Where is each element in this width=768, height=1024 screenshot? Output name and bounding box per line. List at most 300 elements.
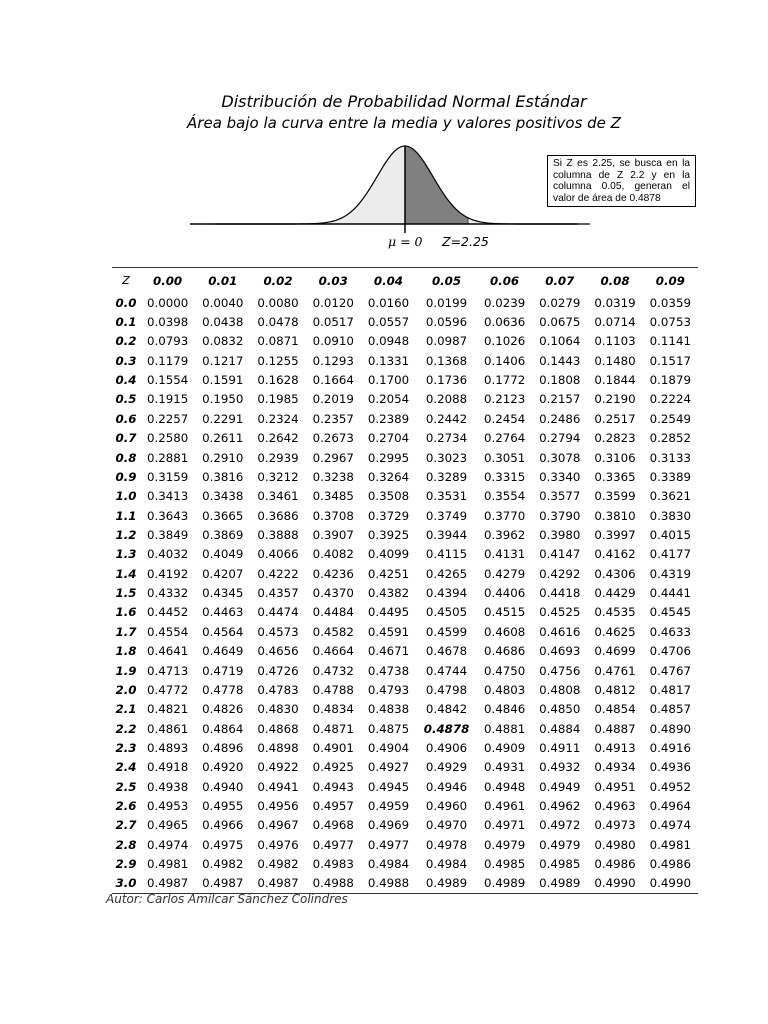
area-cell: 0.4961 (483, 799, 526, 814)
area-cell: 0.4969 (367, 818, 410, 833)
area-cell: 0.4525 (539, 605, 581, 620)
area-cell: 0.0239 (483, 295, 526, 310)
area-cell: 0.1217 (202, 353, 244, 368)
area-cell: 0.3238 (312, 469, 354, 484)
area-cell: 0.0438 (202, 315, 244, 330)
table-row (112, 835, 698, 854)
area-cell: 0.2123 (483, 392, 526, 407)
area-cell: 0.4554 (146, 624, 189, 639)
area-cell: 0.3365 (594, 469, 636, 484)
area-cell: 0.4699 (594, 644, 636, 659)
area-cell: 0.4808 (539, 682, 581, 697)
area-cell: 0.2910 (202, 450, 244, 465)
area-cell: 0.4236 (312, 566, 354, 581)
z-value-cell: 1.2 (115, 527, 137, 542)
area-cell: 0.0478 (257, 315, 299, 330)
area-cell: 0.0040 (202, 295, 244, 310)
area-cell: 0.4664 (312, 644, 354, 659)
area-cell: 0.4821 (146, 702, 189, 717)
area-cell: 0.3264 (367, 469, 410, 484)
area-cell: 0.2939 (257, 450, 299, 465)
area-cell: 0.2442 (425, 411, 468, 426)
area-cell: 0.1293 (312, 353, 354, 368)
area-cell: 0.0910 (312, 334, 354, 349)
area-cell: 0.2967 (312, 450, 354, 465)
z-value-cell: 1.9 (115, 663, 137, 678)
area-cell: 0.4990 (587, 874, 642, 894)
left-tail-area (215, 146, 405, 224)
z-value-cell: 1.0 (115, 489, 137, 504)
area-cell: 0.4986 (594, 857, 636, 872)
z-value-label: Z=2.25 (442, 234, 489, 249)
column-header: 0.07 (532, 268, 587, 294)
table-row (112, 641, 698, 660)
area-cell: 0.3997 (594, 527, 636, 542)
area-cell: 0.4871 (312, 721, 354, 736)
area-cell: 0.4936 (649, 760, 691, 775)
area-cell: 0.4854 (594, 702, 636, 717)
area-cell: 0.1772 (483, 373, 526, 388)
area-cell: 0.4934 (594, 760, 636, 775)
area-cell: 0.4798 (425, 682, 468, 697)
area-cell: 0.4671 (367, 644, 410, 659)
area-cell: 0.4641 (146, 644, 189, 659)
table-row (112, 680, 698, 699)
area-cell: 0.4783 (257, 682, 299, 697)
area-cell: 0.2054 (367, 392, 410, 407)
area-cell: 0.4830 (257, 702, 299, 717)
area-cell: 0.3289 (425, 469, 468, 484)
area-cell: 0.2088 (425, 392, 468, 407)
area-cell: 0.4881 (483, 721, 526, 736)
area-cell: 0.4535 (594, 605, 636, 620)
area-cell: 0.2517 (594, 411, 636, 426)
area-cell: 0.4952 (649, 779, 691, 794)
area-cell: 0.4985 (539, 857, 581, 872)
area-cell: 0.4545 (649, 605, 691, 620)
area-cell: 0.4633 (649, 624, 691, 639)
area-cell: 0.4418 (539, 586, 581, 601)
area-cell: 0.4987 (250, 874, 305, 894)
area-cell: 0.0000 (146, 295, 189, 310)
area-cell: 0.1664 (312, 373, 354, 388)
area-cell: 0.4989 (416, 874, 477, 894)
area-cell: 0.3980 (539, 527, 581, 542)
area-cell: 0.2734 (425, 431, 468, 446)
area-cell: 0.4982 (202, 857, 244, 872)
area-cell: 0.2611 (202, 431, 244, 446)
area-cell: 0.0398 (146, 315, 189, 330)
area-cell: 0.4778 (202, 682, 244, 697)
area-cell: 0.4032 (146, 547, 189, 562)
table-row (112, 467, 698, 486)
column-header: 0.09 (643, 268, 698, 294)
area-cell: 0.3686 (257, 508, 299, 523)
area-cell: 0.4982 (257, 857, 299, 872)
z-value-cell: 1.8 (115, 644, 137, 659)
area-cell: 0.4979 (539, 837, 581, 852)
area-cell: 0.0120 (312, 295, 354, 310)
area-cell: 0.4918 (146, 760, 189, 775)
area-cell: 0.3554 (483, 489, 526, 504)
area-cell: 0.4913 (594, 740, 636, 755)
area-cell: 0.1554 (146, 373, 189, 388)
area-cell: 0.4608 (483, 624, 526, 639)
area-cell: 0.4332 (146, 586, 189, 601)
area-cell: 0.4957 (312, 799, 354, 814)
column-header: 0.03 (306, 268, 361, 294)
z-value-cell: 0.2 (115, 334, 137, 349)
area-cell: 0.0832 (202, 334, 244, 349)
area-cell: 0.4251 (367, 566, 410, 581)
area-cell: 0.4920 (202, 760, 244, 775)
area-cell: 0.4649 (202, 644, 244, 659)
area-cell: 0.4956 (257, 799, 299, 814)
area-cell: 0.0279 (539, 295, 581, 310)
area-cell: 0.4979 (483, 837, 526, 852)
area-cell: 0.4732 (312, 663, 354, 678)
area-cell: 0.3133 (649, 450, 691, 465)
z-value-cell: 0.1 (115, 315, 137, 330)
area-cell: 0.4713 (146, 663, 189, 678)
table-row (112, 506, 698, 525)
area-cell: 0.4945 (367, 779, 410, 794)
area-cell: 0.1064 (539, 334, 581, 349)
area-cell: 0.4868 (257, 721, 299, 736)
table-row (112, 351, 698, 370)
explanation-note: Si Z es 2.25, se busca en la columna de Z 2.2 y en la columna 0.05, generan el valor de área de 0.4878 (547, 155, 696, 207)
z-value-cell: 1.7 (115, 624, 137, 639)
area-cell: 0.3340 (539, 469, 581, 484)
table-row (112, 816, 698, 835)
area-cell: 0.1331 (367, 353, 410, 368)
area-cell: 0.4976 (257, 837, 299, 852)
area-cell: 0.1844 (594, 373, 636, 388)
area-cell: 0.4965 (146, 818, 189, 833)
table-header-row (112, 268, 698, 294)
area-cell: 0.4495 (367, 605, 410, 620)
area-cell: 0.3159 (146, 469, 189, 484)
z-value-cell: 0.6 (115, 411, 137, 426)
area-cell: 0.4147 (539, 547, 581, 562)
area-cell: 0.4984 (425, 857, 468, 872)
area-cell: 0.0793 (146, 334, 189, 349)
area-cell: 0.4970 (425, 818, 468, 833)
z-value-cell: 2.3 (115, 740, 137, 755)
area-cell: 0.4968 (312, 818, 354, 833)
column-header: 0.00 (140, 268, 195, 294)
area-cell: 0.1406 (483, 353, 526, 368)
area-cell: 0.4929 (425, 760, 468, 775)
area-cell: 0.3531 (425, 489, 468, 504)
table-row (112, 448, 698, 467)
area-cell: 0.4719 (202, 663, 244, 678)
table-row (112, 854, 698, 873)
table-row (112, 622, 698, 641)
column-header: 0.08 (587, 268, 642, 294)
area-cell: 0.4656 (257, 644, 299, 659)
area-cell: 0.4678 (425, 644, 468, 659)
table-row (112, 545, 698, 564)
table-row (112, 603, 698, 622)
area-cell: 0.2995 (367, 450, 410, 465)
area-cell: 0.4744 (425, 663, 468, 678)
area-cell: 0.4974 (649, 818, 691, 833)
area-cell: 0.2794 (539, 431, 581, 446)
z-value-cell: 2.5 (115, 779, 137, 794)
area-cell: 0.4738 (367, 663, 410, 678)
area-cell: 0.3051 (483, 450, 526, 465)
area-cell: 0.4953 (146, 799, 189, 814)
area-cell: 0.4345 (202, 586, 244, 601)
area-cell: 0.4922 (257, 760, 299, 775)
column-header: 0.01 (195, 268, 250, 294)
area-cell: 0.4890 (649, 721, 691, 736)
area-cell: 0.1915 (146, 392, 189, 407)
area-cell: 0.4938 (146, 779, 189, 794)
z-table (112, 267, 698, 894)
z-value-cell: 1.1 (115, 508, 137, 523)
area-cell: 0.4971 (483, 818, 526, 833)
table-row (112, 874, 698, 894)
area-cell: 0.4864 (202, 721, 244, 736)
area-cell: 0.3962 (483, 527, 526, 542)
area-cell: 0.0199 (425, 295, 468, 310)
area-cell: 0.3621 (649, 489, 691, 504)
area-cell: 0.4972 (539, 818, 581, 833)
area-cell: 0.3749 (425, 508, 468, 523)
area-cell: 0.2324 (257, 411, 299, 426)
area-cell: 0.3708 (312, 508, 354, 523)
area-cell: 0.4625 (594, 624, 636, 639)
area-cell: 0.2019 (312, 392, 354, 407)
z-value-cell: 1.6 (115, 605, 137, 620)
area-cell: 0.1179 (146, 353, 189, 368)
area-cell: 0.4406 (483, 586, 526, 601)
area-cell: 0.2190 (594, 392, 636, 407)
area-cell: 0.4826 (202, 702, 244, 717)
mean-label: μ = 0 (388, 234, 423, 249)
area-cell: 0.4955 (202, 799, 244, 814)
page-title: Distribución de Probabilidad Normal Estándar (221, 92, 587, 111)
area-cell: 0.4909 (483, 740, 526, 755)
area-cell: 0.4977 (312, 837, 354, 852)
area-cell: 0.3389 (649, 469, 691, 484)
area-cell: 0.4981 (649, 837, 691, 852)
area-cell: 0.1879 (649, 373, 691, 388)
column-header: 0.06 (477, 268, 532, 294)
area-cell: 0.4949 (539, 779, 581, 794)
z-value-cell: 2.1 (115, 702, 137, 717)
area-cell: 0.4986 (649, 857, 691, 872)
area-cell: 0.3438 (202, 489, 244, 504)
area-cell: 0.4932 (539, 760, 581, 775)
area-cell: 0.4463 (202, 605, 244, 620)
area-cell: 0.4980 (594, 837, 636, 852)
area-cell: 0.1443 (539, 353, 581, 368)
normal-curve-figure (190, 140, 590, 235)
author-credit: Autor: Carlos Amílcar Sánchez Colindres (106, 892, 348, 906)
z-value-cell: 0.4 (115, 373, 137, 388)
area-cell: 0.2673 (312, 431, 354, 446)
area-cell: 0.4306 (594, 566, 636, 581)
area-cell: 0.0675 (539, 315, 581, 330)
area-cell: 0.1808 (539, 373, 581, 388)
z-value-cell: 1.5 (115, 586, 137, 601)
area-cell: 0.4515 (483, 605, 526, 620)
area-cell: 0.4838 (367, 702, 410, 717)
area-cell: 0.4265 (425, 566, 468, 581)
area-cell: 0.1368 (425, 353, 468, 368)
area-cell: 0.4850 (539, 702, 581, 717)
area-cell: 0.4066 (257, 547, 299, 562)
area-cell: 0.0753 (649, 315, 691, 330)
area-cell: 0.3212 (257, 469, 299, 484)
area-cell: 0.2257 (146, 411, 189, 426)
area-cell: 0.2764 (483, 431, 526, 446)
area-cell: 0.3665 (202, 508, 244, 523)
area-cell: 0.4904 (367, 740, 410, 755)
area-cell: 0.4505 (425, 605, 468, 620)
area-cell: 0.4582 (312, 624, 354, 639)
area-cell: 0.4767 (649, 663, 691, 678)
area-cell: 0.3770 (483, 508, 526, 523)
area-cell: 0.4222 (257, 566, 299, 581)
area-cell: 0.4893 (146, 740, 189, 755)
z-value-cell: 0.3 (115, 353, 137, 368)
area-cell: 0.4875 (367, 721, 410, 736)
table-row (112, 661, 698, 680)
area-cell: 0.0636 (483, 315, 526, 330)
area-cell: 0.4756 (539, 663, 581, 678)
area-cell: 0.4989 (532, 874, 587, 894)
z-value-cell: 2.2 (115, 721, 137, 736)
area-cell: 0.3830 (649, 508, 691, 523)
z-value-cell: 2.4 (115, 760, 137, 775)
area-cell: 0.4082 (312, 547, 354, 562)
area-cell: 0.2291 (202, 411, 244, 426)
area-cell: 0.1517 (649, 353, 691, 368)
table-row (112, 564, 698, 583)
table-row (112, 525, 698, 544)
area-cell: 0.4812 (594, 682, 636, 697)
area-cell: 0.4941 (257, 779, 299, 794)
area-cell: 0.0319 (594, 295, 636, 310)
table-row (112, 738, 698, 757)
page-subtitle: Área bajo la curva entre la media y valores positivos de Z (187, 114, 621, 132)
area-cell: 0.4599 (425, 624, 468, 639)
table-row (112, 487, 698, 506)
area-cell: 0.2580 (146, 431, 189, 446)
area-cell: 0.3023 (425, 450, 468, 465)
area-cell: 0.4686 (483, 644, 526, 659)
area-cell: 0.2486 (539, 411, 581, 426)
z-value-cell: 2.9 (115, 857, 137, 872)
z-value-cell: 1.3 (115, 547, 137, 562)
table-row (112, 700, 698, 719)
table-row (112, 293, 698, 312)
area-cell: 0.4394 (425, 586, 468, 601)
area-cell: 0.3599 (594, 489, 636, 504)
area-cell: 0.1700 (367, 373, 410, 388)
area-cell: 0.3413 (146, 489, 189, 504)
area-cell: 0.2357 (312, 411, 354, 426)
table-row (112, 583, 698, 602)
z-value-cell: 0.7 (115, 431, 137, 446)
area-cell: 0.4896 (202, 740, 244, 755)
area-cell: 0.4564 (202, 624, 244, 639)
area-cell: 0.4983 (312, 857, 354, 872)
area-cell: 0.4788 (312, 682, 354, 697)
area-cell: 0.3577 (539, 489, 581, 504)
area-cell: 0.4761 (594, 663, 636, 678)
area-cell: 0.3485 (312, 489, 354, 504)
area-cell: 0.1103 (594, 334, 636, 349)
area-cell: 0.1591 (202, 373, 244, 388)
area-cell: 0.0080 (257, 295, 299, 310)
area-cell: 0.3790 (539, 508, 581, 523)
area-cell: 0.2823 (594, 431, 636, 446)
area-cell: 0.2224 (649, 392, 691, 407)
z-value-cell: 0.8 (115, 450, 137, 465)
area-cell: 0.3643 (146, 508, 189, 523)
area-cell: 0.1950 (202, 392, 244, 407)
area-cell: 0.3816 (202, 469, 244, 484)
area-cell: 0.4925 (312, 760, 354, 775)
area-cell: 0.4985 (483, 857, 526, 872)
area-cell: 0.4115 (425, 547, 468, 562)
area-cell: 0.3508 (367, 489, 410, 504)
area-cell: 0.4382 (367, 586, 410, 601)
area-cell: 0.3888 (257, 527, 299, 542)
area-cell: 0.0987 (425, 334, 468, 349)
area-cell: 0.4948 (483, 779, 526, 794)
area-cell: 0.3944 (425, 527, 468, 542)
area-cell: 0.3078 (539, 450, 581, 465)
area-cell: 0.4049 (202, 547, 244, 562)
area-cell: 0.4973 (594, 818, 636, 833)
area-cell: 0.4861 (146, 721, 189, 736)
area-cell: 0.1026 (483, 334, 526, 349)
z-value-cell: 2.8 (115, 837, 137, 852)
area-cell: 0.3729 (367, 508, 410, 523)
area-cell: 0.0948 (367, 334, 410, 349)
table-row (112, 390, 698, 409)
area-cell: 0.4177 (649, 547, 691, 562)
area-cell: 0.3461 (257, 489, 299, 504)
area-cell: 0.1628 (257, 373, 299, 388)
area-cell: 0.4989 (477, 874, 532, 894)
area-cell: 0.4990 (643, 874, 698, 894)
area-cell: 0.0557 (367, 315, 410, 330)
area-cell: 0.4967 (257, 818, 299, 833)
area-cell: 0.4959 (367, 799, 410, 814)
area-cell: 0.4964 (649, 799, 691, 814)
area-cell: 0.3869 (202, 527, 244, 542)
area-cell: 0.4887 (594, 721, 636, 736)
area-cell: 0.4846 (483, 702, 526, 717)
area-cell: 0.1480 (594, 353, 636, 368)
area-cell: 0.1985 (257, 392, 299, 407)
table-row (112, 312, 698, 331)
area-cell: 0.4817 (649, 682, 691, 697)
area-cell: 0.4750 (483, 663, 526, 678)
table-row (112, 719, 698, 738)
area-cell: 0.2881 (146, 450, 189, 465)
area-cell: 0.4988 (306, 874, 361, 894)
area-cell: 0.4943 (312, 779, 354, 794)
z-value-cell: 1.4 (115, 566, 137, 581)
